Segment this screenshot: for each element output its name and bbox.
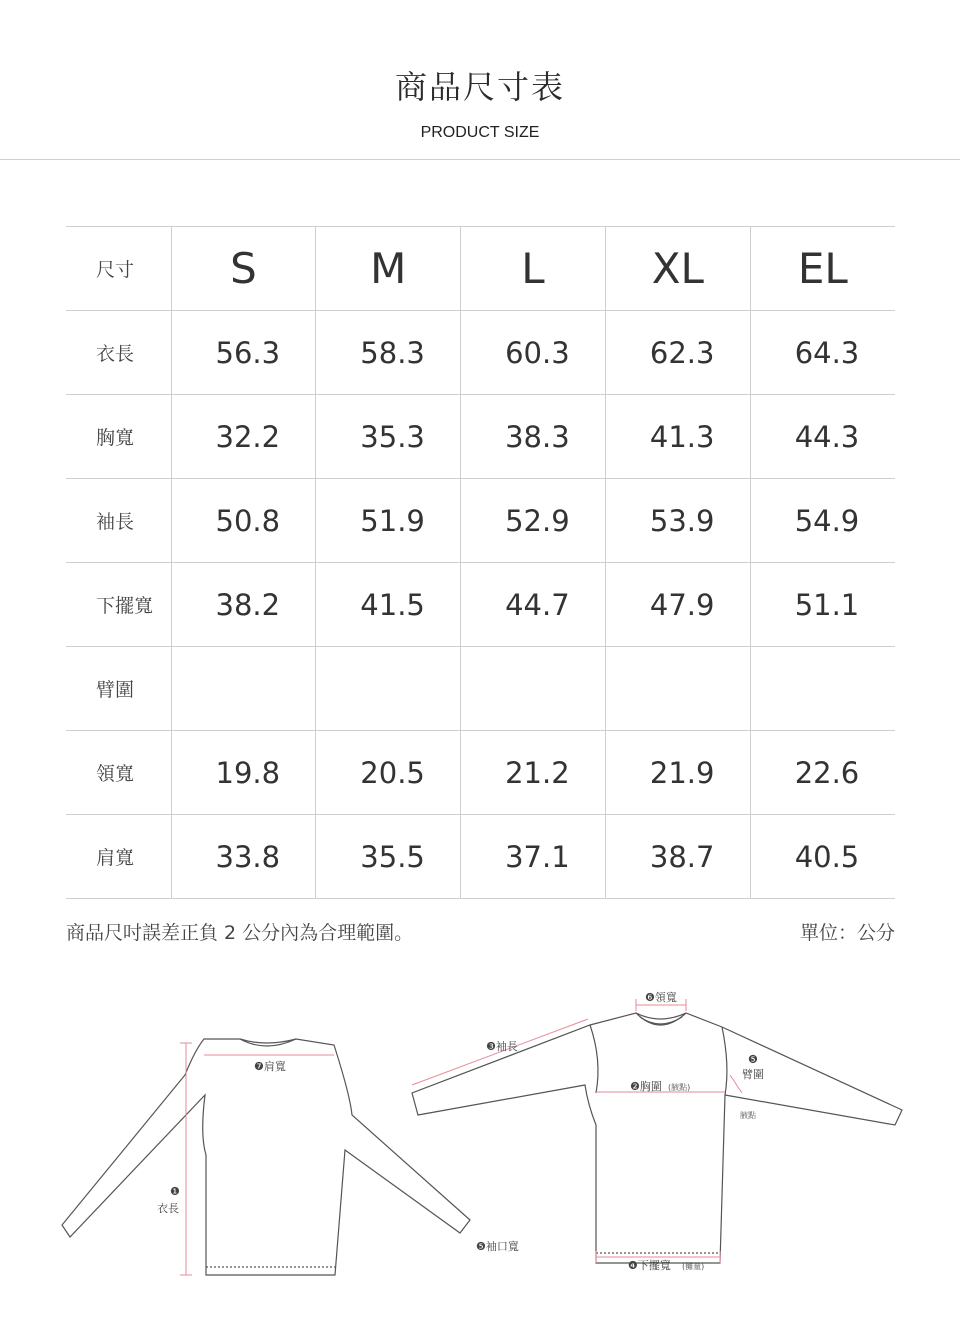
table-row (66, 563, 895, 647)
page-header (0, 0, 960, 161)
length-label: 衣長 (157, 1202, 179, 1215)
chest-label: ❷胸圍 (630, 1080, 662, 1093)
length-number-label: ❶ (170, 1185, 180, 1198)
measurement-cell: 51.1 (750, 563, 895, 647)
row-label: 肩寬 (66, 815, 171, 899)
row-label: 衣長 (66, 311, 171, 395)
hem-note: (攤量) (682, 1262, 705, 1271)
row-label: 領寬 (66, 731, 171, 815)
measurement-cell: 51.9 (316, 479, 461, 563)
measurement-cell (316, 647, 461, 731)
page-subtitle: PRODUCT SIZE (420, 124, 540, 141)
measurement-cell: 33.8 (171, 815, 316, 899)
measurement-cell: 58.3 (316, 311, 461, 395)
measurement-cell: 44.3 (750, 395, 895, 479)
measurement-cell: 32.2 (171, 395, 316, 479)
measurement-cell: 54.9 (750, 479, 895, 563)
measurement-cell (605, 647, 750, 731)
table-row (66, 815, 895, 899)
arm-number-label: ❺ (748, 1053, 758, 1066)
size-header-m: M (316, 227, 461, 311)
shoulder-label: ❼肩寬 (254, 1060, 286, 1073)
size-header-xl: XL (605, 227, 750, 311)
measurement-cell: 21.9 (605, 731, 750, 815)
table-row (66, 479, 895, 563)
measurement-cell: 44.7 (461, 563, 606, 647)
measurement-cell: 56.3 (171, 311, 316, 395)
size-header-l: L (461, 227, 606, 311)
unit-label: 單位：公分 (799, 922, 895, 944)
shirt-front-armhole-right (722, 1027, 727, 1095)
measurement-cell: 38.3 (461, 395, 606, 479)
measurement-cell (461, 647, 606, 731)
measurement-cell: 19.8 (171, 731, 316, 815)
row-label: 臂圍 (66, 647, 171, 731)
arm-measure-line (730, 1075, 742, 1093)
shirt-back-outline (62, 1039, 470, 1275)
chest-note: (腋點) (668, 1083, 691, 1092)
tolerance-note: 商品尺吋誤差正負 2 公分內為合理範圍。 (66, 922, 414, 944)
collar-label: ❻領寬 (645, 991, 677, 1004)
row-label: 袖長 (66, 479, 171, 563)
measurement-cell: 41.5 (316, 563, 461, 647)
measurement-cell: 22.6 (750, 731, 895, 815)
page-title: 商品尺寸表 (394, 68, 565, 106)
size-table (66, 226, 895, 899)
corner-label: 尺寸 (66, 227, 171, 311)
size-table-body (66, 227, 895, 899)
measurement-cell (750, 647, 895, 731)
measurement-cell: 21.2 (461, 731, 606, 815)
measurement-cell: 40.5 (750, 815, 895, 899)
measurement-cell: 35.5 (316, 815, 461, 899)
measurement-cell: 62.3 (605, 311, 750, 395)
row-label: 下擺寬 (66, 563, 171, 647)
arm-label: 臂圍 (742, 1068, 764, 1081)
shirt-back-view (62, 1039, 470, 1275)
shirt-front-measures (412, 999, 742, 1263)
armpit-label: 腋點 (740, 1111, 756, 1120)
table-row (66, 395, 895, 479)
measurement-cell: 64.3 (750, 311, 895, 395)
measurement-cell: 38.7 (605, 815, 750, 899)
measurement-cell: 50.8 (171, 479, 316, 563)
cuff-label: ❺袖口寬 (476, 1240, 519, 1253)
measurement-cell: 52.9 (461, 479, 606, 563)
measurement-cell: 53.9 (605, 479, 750, 563)
measurement-cell: 60.3 (461, 311, 606, 395)
hem-label: ❹下擺寬 (628, 1259, 671, 1272)
measurement-cell (171, 647, 316, 731)
sleeve-label: ❸袖長 (486, 1040, 518, 1053)
shirt-back-measures (180, 1043, 334, 1275)
shirt-front-armhole-left (590, 1025, 598, 1093)
measurement-cell: 38.2 (171, 563, 316, 647)
size-header-row (66, 227, 895, 311)
garment-diagram (0, 975, 960, 1295)
row-label: 胸寬 (66, 395, 171, 479)
table-row (66, 731, 895, 815)
measurement-cell: 41.3 (605, 395, 750, 479)
measurement-cell: 37.1 (461, 815, 606, 899)
measurement-cell: 35.3 (316, 395, 461, 479)
table-row (66, 647, 895, 731)
measurement-cell: 47.9 (605, 563, 750, 647)
measurement-cell: 20.5 (316, 731, 461, 815)
size-header-s: S (171, 227, 316, 311)
shirt-front-collar-inner (640, 1017, 682, 1024)
header-divider (0, 159, 960, 160)
table-row (66, 311, 895, 395)
size-header-el: EL (750, 227, 895, 311)
